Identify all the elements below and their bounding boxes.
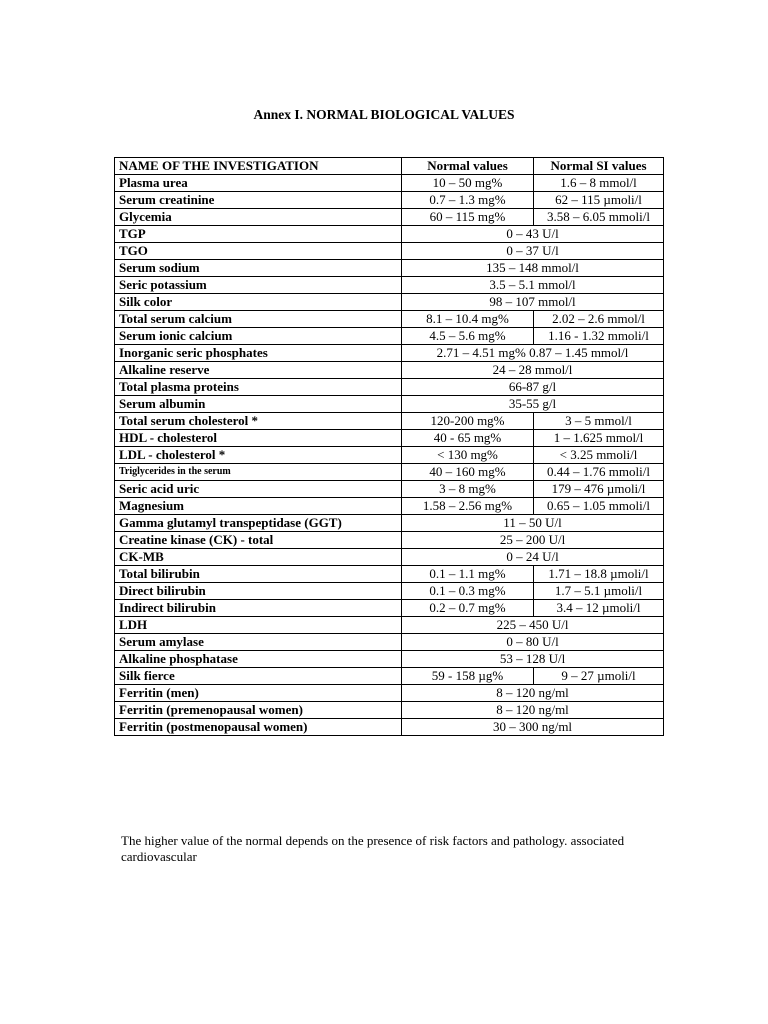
combined-value: 135 – 148 mmol/l (402, 260, 664, 277)
table-row (115, 430, 664, 447)
investigation-name: Ferritin (premenopausal women) (115, 702, 402, 719)
investigation-name: Direct bilirubin (115, 583, 402, 600)
table-row (115, 600, 664, 617)
table-row (115, 209, 664, 226)
normal-value: 120-200 mg% (402, 413, 534, 430)
si-value: < 3.25 mmoli/l (534, 447, 664, 464)
table-row (115, 532, 664, 549)
investigation-name: LDL - cholesterol * (115, 447, 402, 464)
table-row (115, 634, 664, 651)
si-value: 62 – 115 µmoli/l (534, 192, 664, 209)
page-title: Annex I. NORMAL BIOLOGICAL VALUES (253, 107, 515, 122)
si-value: 1.7 – 5.1 µmoli/l (534, 583, 664, 600)
combined-value: 35-55 g/l (402, 396, 664, 413)
table-row (115, 396, 664, 413)
investigation-name: Serum amylase (115, 634, 402, 651)
table-row (115, 345, 664, 362)
table-row (115, 192, 664, 209)
table-row (115, 311, 664, 328)
combined-value: 2.71 – 4.51 mg% 0.87 – 1.45 mmol/l (402, 345, 664, 362)
si-value: 1 – 1.625 mmol/l (534, 430, 664, 447)
table-row (115, 260, 664, 277)
normal-value: 1.58 – 2.56 mg% (402, 498, 534, 515)
si-value: 0.65 – 1.05 mmoli/l (534, 498, 664, 515)
si-value: 179 – 476 µmoli/l (534, 481, 664, 498)
si-value: 1.16 - 1.32 mmoli/l (534, 328, 664, 345)
table-row (115, 464, 664, 481)
investigation-name: Total bilirubin (115, 566, 402, 583)
investigation-name: Seric acid uric (115, 481, 402, 498)
table-row (115, 379, 664, 396)
table-row (115, 413, 664, 430)
investigation-name: Alkaline reserve (115, 362, 402, 379)
investigation-name: Serum ionic calcium (115, 328, 402, 345)
investigation-name: Alkaline phosphatase (115, 651, 402, 668)
si-value: 3.58 – 6.05 mmoli/l (534, 209, 664, 226)
table-row (115, 685, 664, 702)
investigation-name: TGO (115, 243, 402, 260)
si-value: 0.44 – 1.76 mmoli/l (534, 464, 664, 481)
investigation-name: Indirect bilirubin (115, 600, 402, 617)
table-row (115, 583, 664, 600)
footnote: The higher value of the normal depends on the presence of risk factors and pathology. associated cardiovascular (121, 833, 625, 864)
table-row (115, 702, 664, 719)
table-header-row (115, 158, 664, 175)
normal-value: 0.2 – 0.7 mg% (402, 600, 534, 617)
investigation-name: Gamma glutamyl transpeptidase (GGT) (115, 515, 402, 532)
investigation-name: Total serum calcium (115, 311, 402, 328)
normal-value: 40 – 160 mg% (402, 464, 534, 481)
investigation-name: Silk color (115, 294, 402, 311)
normal-values-table (114, 157, 664, 736)
investigation-name: Total plasma proteins (115, 379, 402, 396)
normal-value: 60 – 115 mg% (402, 209, 534, 226)
investigation-name: Ferritin (postmenopausal women) (115, 719, 402, 736)
normal-value: 0.7 – 1.3 mg% (402, 192, 534, 209)
table-row (115, 294, 664, 311)
table-row (115, 175, 664, 192)
normal-value: 4.5 – 5.6 mg% (402, 328, 534, 345)
combined-value: 24 – 28 mmol/l (402, 362, 664, 379)
table-row (115, 447, 664, 464)
investigation-name: LDH (115, 617, 402, 634)
normal-value: 0.1 – 1.1 mg% (402, 566, 534, 583)
investigation-name: Inorganic seric phosphates (115, 345, 402, 362)
table-row (115, 328, 664, 345)
combined-value: 3.5 – 5.1 mmol/l (402, 277, 664, 294)
table-row (115, 566, 664, 583)
table-row (115, 498, 664, 515)
investigation-name: Serum albumin (115, 396, 402, 413)
si-value: 9 – 27 µmoli/l (534, 668, 664, 685)
table-row (115, 651, 664, 668)
investigation-name: HDL - cholesterol (115, 430, 402, 447)
investigation-name: Plasma urea (115, 175, 402, 192)
table-row (115, 549, 664, 566)
combined-value: 11 – 50 U/l (402, 515, 664, 532)
combined-value: 98 – 107 mmol/l (402, 294, 664, 311)
combined-value: 66-87 g/l (402, 379, 664, 396)
combined-value: 30 – 300 ng/ml (402, 719, 664, 736)
investigation-name: Seric potassium (115, 277, 402, 294)
normal-value: < 130 mg% (402, 447, 534, 464)
normal-value: 59 - 158 µg% (402, 668, 534, 685)
combined-value: 0 – 24 U/l (402, 549, 664, 566)
header-si-values: Normal SI values (534, 158, 664, 175)
table-row (115, 243, 664, 260)
si-value: 3 – 5 mmol/l (534, 413, 664, 430)
investigation-name: Silk fierce (115, 668, 402, 685)
table-row (115, 481, 664, 498)
combined-value: 0 – 37 U/l (402, 243, 664, 260)
si-value: 1.6 – 8 mmol/l (534, 175, 664, 192)
table-row (115, 362, 664, 379)
combined-value: 225 – 450 U/l (402, 617, 664, 634)
normal-value: 3 – 8 mg% (402, 481, 534, 498)
investigation-name: Serum creatinine (115, 192, 402, 209)
investigation-name: Total serum cholesterol * (115, 413, 402, 430)
table-row (115, 226, 664, 243)
si-value: 1.71 – 18.8 µmoli/l (534, 566, 664, 583)
header-investigation: NAME OF THE INVESTIGATION (115, 158, 402, 175)
normal-value: 40 - 65 mg% (402, 430, 534, 447)
investigation-name: Ferritin (men) (115, 685, 402, 702)
investigation-name: Glycemia (115, 209, 402, 226)
header-normal-values: Normal values (402, 158, 534, 175)
table-row (115, 719, 664, 736)
investigation-name: CK-MB (115, 549, 402, 566)
combined-value: 53 – 128 U/l (402, 651, 664, 668)
investigation-name: Creatine kinase (CK) - total (115, 532, 402, 549)
investigation-name: Serum sodium (115, 260, 402, 277)
normal-value: 8.1 – 10.4 mg% (402, 311, 534, 328)
combined-value: 0 – 80 U/l (402, 634, 664, 651)
normal-value: 0.1 – 0.3 mg% (402, 583, 534, 600)
table-row (115, 277, 664, 294)
combined-value: 0 – 43 U/l (402, 226, 664, 243)
table-row (115, 515, 664, 532)
combined-value: 8 – 120 ng/ml (402, 685, 664, 702)
combined-value: 8 – 120 ng/ml (402, 702, 664, 719)
investigation-name: TGP (115, 226, 402, 243)
si-value: 3.4 – 12 µmoli/l (534, 600, 664, 617)
investigation-name: Triglycerides in the serum (115, 464, 402, 481)
table-row (115, 668, 664, 685)
combined-value: 25 – 200 U/l (402, 532, 664, 549)
si-value: 2.02 – 2.6 mmol/l (534, 311, 664, 328)
table-row (115, 617, 664, 634)
normal-value: 10 – 50 mg% (402, 175, 534, 192)
investigation-name: Magnesium (115, 498, 402, 515)
